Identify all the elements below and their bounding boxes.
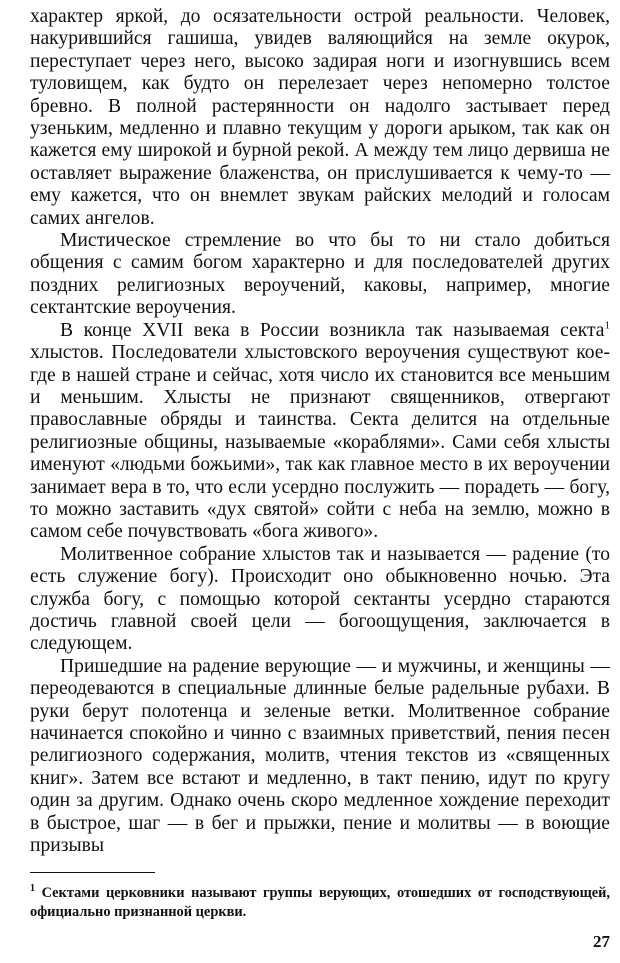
- page-number: 27: [593, 932, 610, 951]
- paragraph-2: Мистическое стремление во что бы то ни стало добиться общения с самим богом характерно и для последователей других поздних религиозных вероучений, каковы, например, многие сектантские вероучения.: [30, 230, 610, 319]
- footnote-reference: 1: [604, 319, 610, 332]
- footnote-divider: [30, 872, 155, 873]
- body-text: [30, 6, 610, 857]
- paragraph-3-text-before-note: В конце XVII века в России возникла так называемая секта: [60, 319, 605, 341]
- paragraph-3-text-after-note: хлыстов. Последователи хлыстовского вероучения существуют кое-где в нашей стране и сейчас, хотя число их становится все меньшим и меньшим. Хлысты не признают священников, отвергают православные обряды и таинства. Секта делится на отдельные религиозные общины, называемые «кораблями». Сами себя хлысты именуют «людьми божьими», так как главное место в их вероучении занимает вера в то, что если усердно послужить — порадеть — богу, то можно заставить «дух святой» сойти с неба на землю, можно в самом себе почувствовать «бога живого».: [30, 342, 610, 543]
- footnote-text: Сектами церковники называют группы верующих, отошедших от господствующей, официально признанной церкви.: [30, 885, 610, 920]
- paragraph-4: Молитвенное собрание хлыстов так и называется — радение (то есть служение богу). Происходит оно обыкновенно ночью. Эта служба богу, с помощью которой сектанты усердно стараются достичь главной своей цели — богоощущения, заключается в следующем.: [30, 543, 610, 655]
- footnote-mark: 1: [30, 883, 35, 895]
- paragraph-3: [30, 320, 610, 544]
- paragraph-1: характер яркой, до осязательности острой реальности. Человек, накурившийся гашиша, увидев валяющийся на земле окурок, переступает через него, высоко задирая ноги и изогнувшись всем туловищем, как будто он перелезает через непомерно толстое бревно. В полной растерянности он надолго застывает перед узеньким, медленно и плавно текущим у дороги арыком, так как он кажется ему широкой и бурной рекой. А между тем лицо дервиша не оставляет выражение блаженства, он прислушивается к чему-то — ему кажется, что он внемлет звукам райских мелодий и голосам самих ангелов.: [30, 6, 610, 229]
- paragraph-5: Пришедшие на радение верующие — и мужчины, и женщины — переодеваются в специальные длинные белые радельные рубахи. В руки берут полотенца и зеленые ветки. Молитвенное собрание начинается спокойно и чинно с взаимных приветствий, пения песен религиозного содержания, молитв, чтения текстов из «священных книг». Затем все встают и медленно, в такт пению, идут по кругу один за другим. Однако очень скоро медленное хождение переходит в быстрое, шаг — в бег и прыжки, пение и молитвы — в воющие призывы: [30, 655, 610, 857]
- footnote: [30, 884, 610, 922]
